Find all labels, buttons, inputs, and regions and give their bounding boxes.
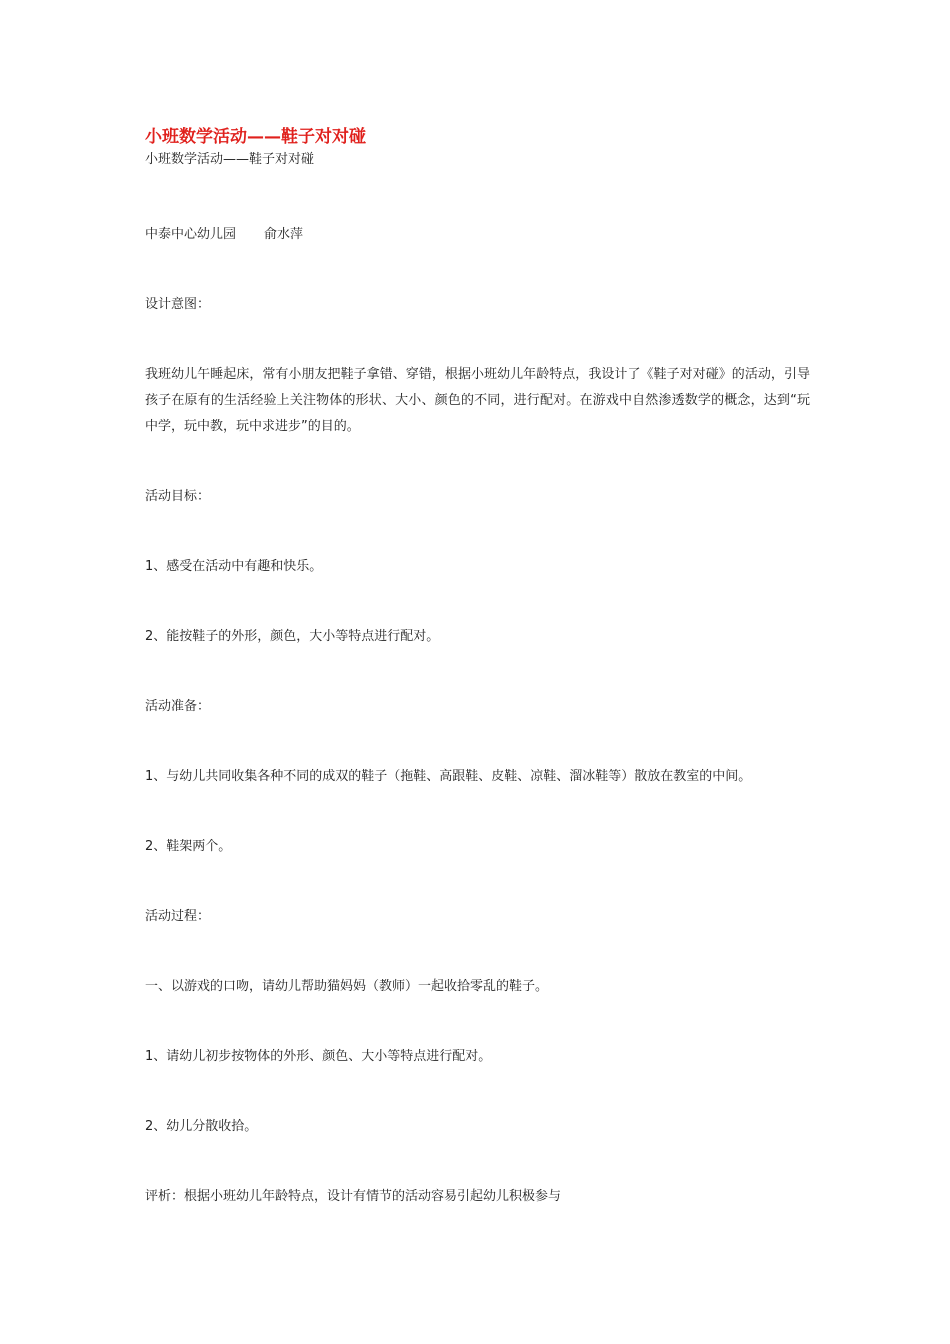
design-body: 我班幼儿午睡起床，常有小朋友把鞋子拿错、穿错，根据小班幼儿年龄特点，我设计了《鞋子对对碰》的活动，引导孩子在原有的生活经验上关注物体的形状、大小、颜色的不同，进行配对。在游戏中自然渗透数学的概念，达到“玩中学，玩中教，玩中求进步”的目的。 — [145, 367, 810, 434]
author-line — [145, 222, 810, 248]
goals-heading: 活动目标： — [145, 489, 211, 504]
author-name: 俞水萍 — [264, 227, 304, 242]
document-page — [145, 124, 810, 1254]
comment-paragraph: 评析：根据小班幼儿年龄特点，设计有情节的活动容易引起幼儿积极参与 — [145, 1189, 562, 1204]
goal-item-1: 1、感受在活动中有趣和快乐。 — [145, 559, 323, 574]
author-org: 中泰中心幼儿园 — [145, 227, 237, 242]
process-step-1-1: 1、请幼儿初步按物体的外形、颜色、大小等特点进行配对。 — [145, 1049, 492, 1064]
process-heading: 活动过程： — [145, 909, 211, 924]
process-step-1: 一、以游戏的口吻，请幼儿帮助猫妈妈（教师）一起收拾零乱的鞋子。 — [145, 979, 549, 994]
prep-item-1: 1、与幼儿共同收集各种不同的成双的鞋子（拖鞋、高跟鞋、皮鞋、凉鞋、溜冰鞋等）散放在教室的中间。 — [145, 769, 752, 784]
process-step-1-2: 2、幼儿分散收拾。 — [145, 1119, 258, 1134]
document-subtitle: 小班数学活动——鞋子对对碰 — [145, 152, 315, 167]
prep-heading: 活动准备： — [145, 699, 211, 714]
design-heading: 设计意图： — [145, 297, 211, 312]
prep-item-2: 2、鞋架两个。 — [145, 839, 232, 854]
goal-item-2: 2、能按鞋子的外形，颜色，大小等特点进行配对。 — [145, 629, 440, 644]
document-title: 小班数学活动——鞋子对对碰 — [145, 127, 366, 147]
